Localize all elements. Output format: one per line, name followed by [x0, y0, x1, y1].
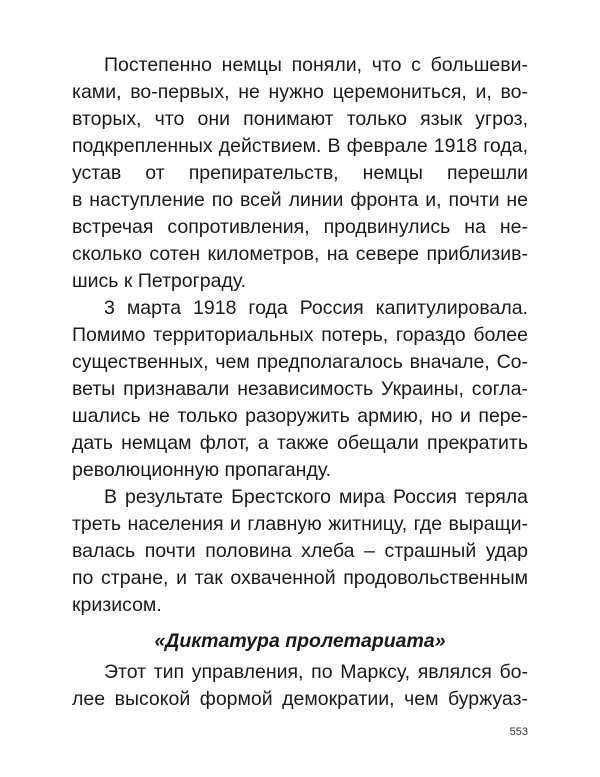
paragraph-2-line: революционную пропаганду. [72, 459, 332, 481]
paragraph-2-line: дать немцам флот, а также обещали прекратить [72, 432, 528, 454]
paragraph-1-line: в наступление по всей линии фронта и, почти не [72, 189, 528, 211]
paragraph-1-line: Постепенно немцы поняли, что с большеви- [104, 54, 528, 76]
paragraph-2-line: веты признавали независимость Украины, согла- [72, 378, 528, 400]
paragraph-2-line: шались не только разоружить армию, но и пере- [72, 405, 528, 427]
paragraph-2-line: 3 марта 1918 года Россия капитулировала. [104, 297, 528, 319]
paragraph-1-line: вторых, что они понимают только язык угроз, [72, 108, 528, 130]
paragraph-4-line: Этот тип управления, по Марксу, являлся бо- [104, 661, 528, 683]
page-number: 553 [509, 726, 528, 738]
paragraph-3-line: В результате Брестского мира Россия теряла [104, 486, 528, 508]
paragraph-3-line: треть населения и главную житницу, где выращи- [72, 513, 528, 535]
paragraph-1-line: ками, во-первых, не нужно церемониться, и, во- [72, 81, 528, 103]
paragraph-1-line: шись к Петрограду. [72, 270, 247, 292]
paragraph-2-line: существенных, чем предполагалось вначале, Со- [72, 351, 528, 373]
body-text-continued [72, 659, 528, 713]
paragraph-3-line: валась почти половина хлеба – страшный удар [72, 540, 528, 562]
paragraph-3-line: кризисом. [72, 594, 162, 616]
paragraph-4-line: лее высокой формой демократии, чем буржуаз- [72, 688, 528, 710]
section-heading: «Диктатура пролетариата» [154, 630, 446, 652]
paragraph-1-line: встречая сопротивления, продвинулись на не- [72, 216, 528, 238]
paragraph-3-line: по стране, и так охваченной продовольственным [72, 567, 528, 589]
paragraph-2-line: Помимо территориальных потерь, гораздо более [72, 324, 528, 346]
paragraph-1-line: сколько сотен километров, на севере приблизив- [72, 243, 528, 265]
paragraph-1-line: подкрепленных действием. В феврале 1918 года, [72, 135, 528, 157]
body-text [72, 52, 528, 619]
paragraph-1-line: устав от препирательств, немцы перешли [72, 162, 528, 184]
